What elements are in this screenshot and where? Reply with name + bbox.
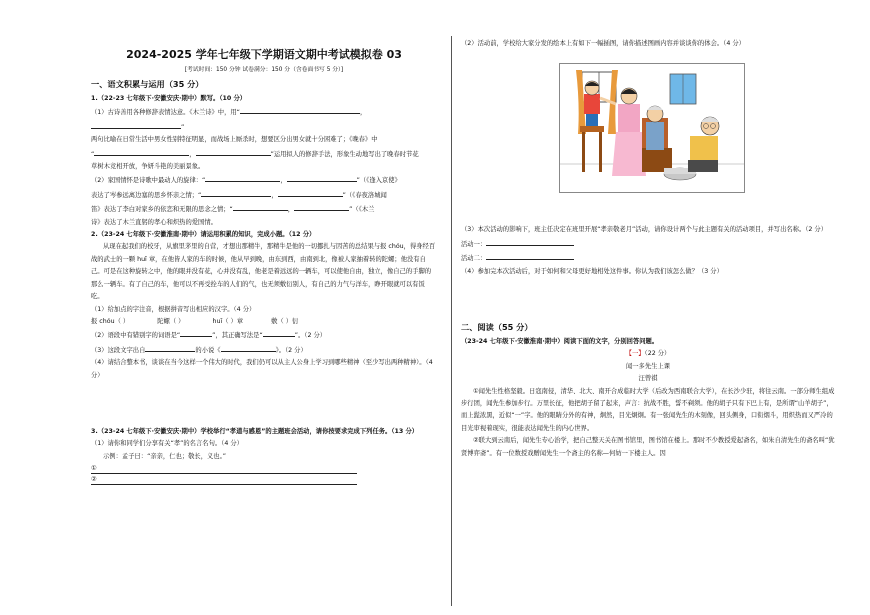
part-number: 【一】 <box>625 350 645 358</box>
answer-blank[interactable] <box>196 147 271 156</box>
text: “ <box>91 150 95 158</box>
q3-sub2: （2）活动前，学校给大家分发的绘本上有如下一幅插图，请你描述图画内容并谈谈你的体会。（4 分） <box>461 40 745 47</box>
answer-blank[interactable] <box>205 173 280 182</box>
text: （2）家国情怀是诗歌中最动人的旋律：“ <box>91 177 206 185</box>
text: （2）语段中有错别字的词语是“ <box>91 332 181 340</box>
article-para-1: ①闻先生性格坚毅。日寇南侵，清华、北大、南开合成临时大学（后改为西南联合大学），在长沙少驻，将往云南。一部分师生组成步行团，闻先生参加步行。万里长征，他把胡子留了起来，声言：抗战不胜，誓不剃须。他的胡子只有下巴上有，是所谓“山羊胡子”，而上髭浓黑，近似“一”字。他的眼睛分外的有神，炯然，目光炯炯。有一张闻先生的木刻像，回头侧身，口衔烟斗，用炽热而又严冷的目光审视着现实，很能表达闻先生的内心世界。 <box>461 387 835 432</box>
answer-blank[interactable] <box>486 251 574 260</box>
blank-marker: ② <box>91 476 97 484</box>
activity-label: 活动一： <box>461 240 487 248</box>
text: ， <box>359 109 367 117</box>
answer-blank[interactable] <box>287 173 357 182</box>
answer-blank[interactable] <box>94 147 189 156</box>
part-points: （22 分） <box>644 350 671 358</box>
answer-line-2[interactable] <box>91 474 357 485</box>
text: ”（《春夜洛城闻 <box>342 191 387 199</box>
exam-title: 2024-2025 学年七年级下学期语文期中考试模拟卷 03 <box>126 48 402 61</box>
q2-pinyin-row <box>91 316 437 328</box>
answer-blank[interactable] <box>221 343 276 352</box>
right-column <box>461 38 835 460</box>
q2-sub4: （4）请结合整本书，谈谈在当今这样一个伟大的时代，我们仍可以从主人公身上学习到哪些精神（至少写出两种精神）。（4 分） <box>91 359 433 379</box>
answer-blank[interactable] <box>263 328 295 337</box>
column-divider <box>451 36 452 606</box>
text: ”，其正确写法是“ <box>212 332 263 340</box>
article-para-2: ②联大到云南后，闻先生专心治学，把自己整天关在图书馆里，图书馆在楼上。那时不少教授爱起斋名，如朱自清先生的斋名叫“犹贤博弈斋”。有一位数授戏赠闻先生一个斋主的名称—何妨一下楼主人。因 <box>461 437 835 457</box>
blank-marker: ① <box>91 465 97 473</box>
answer-blank[interactable] <box>240 105 360 114</box>
text: ， <box>189 150 196 158</box>
text: ”。（2 分） <box>294 332 327 340</box>
activity-2 <box>461 251 835 265</box>
section-1-heading: 一、语文积累与运用（35 分） <box>91 79 204 89</box>
article-title: 闻一多先生上课 <box>625 362 671 370</box>
pinyin-item[interactable]: 敷（ ）衍 <box>271 317 299 325</box>
answer-blank[interactable] <box>233 202 288 211</box>
part-label <box>461 348 835 360</box>
article-author: 汪曾祺 <box>638 375 658 383</box>
q1-part1-line2: 两句比喻在日常生活中男女性别特征明显，而战场上厮杀时，想要区分出男女就十分困难了；《晚春》中 <box>91 136 378 144</box>
left-column <box>91 38 437 485</box>
q1-part2-line4: 诗》表达了木兰直躬的孝心和炽热的爱国情。 <box>91 218 217 226</box>
text: 表达了岑参远离边塞的思乡怀亲之情；“ <box>91 191 202 199</box>
text: ”运用拟人的修辞手法，形象生动地写出了晚春时节花 <box>270 150 419 158</box>
q2-heading: 2.（23-24 七年级下·安徽淮南·期中）请运用积累的知识，完成小题。（12 分） <box>91 231 316 239</box>
text: ， <box>271 191 278 199</box>
text: ”（《木兰 <box>349 206 375 214</box>
q3-example: 示例：孟子曰：“亲亲，仁也；敬长，义也。” <box>103 452 227 460</box>
text: 》。（2 分） <box>275 346 307 354</box>
reading-heading: （23-24 七年级下·安徽淮南·期中）阅读下面的文字，分别回答问题。 <box>461 338 659 346</box>
pinyin-item[interactable]: 陀螺（ ） <box>157 317 185 325</box>
q3-sub1: （1）请你和同学们分享有关“孝”的名言名句。（4 分） <box>91 440 243 448</box>
answer-blank[interactable] <box>294 202 349 211</box>
q2-sub3 <box>91 343 437 357</box>
text: ， <box>287 206 295 214</box>
pinyin-item[interactable]: 报 chóu（ ） <box>91 317 130 325</box>
q1-part1 <box>91 105 437 134</box>
q2-passage: 从现在起我们的校牙，从旗里茅里的自营，才想出那精牛，那精牛是他的一切挪扎与因苦的总结果与报 chóu，得身经百战的武士的一颗 huī 章，在他皆人家的车的时候，他从早到晚，由东到西，由南到北，像被人家抽着转的陀螺；他没有自己。可是在这种旋转之中，他的眼并没有花，心并没有乱，他老是着远远的一辆车，可以使他自由，独立，像自己的手脚的那么一辆车。有了自己的车，他可以不再受拴车的人们的气，也无须敷衍别人，有自己的力气与洋车，睁开眼就可以有饭吃。 <box>91 243 436 301</box>
q1-part2-line3 <box>91 202 437 216</box>
q2-sub1: （1）给加点的字注音，根据拼音写出相应的汉字。（4 分） <box>91 305 256 313</box>
answer-blank[interactable] <box>91 120 181 129</box>
answer-line-1[interactable] <box>91 463 357 474</box>
answer-blank[interactable] <box>201 188 271 197</box>
q3-sub4: （4）参加完本次活动后，对于如何和父母更好地相处这件事。你认为我们该怎么做？（3 分） <box>461 267 723 275</box>
answer-blank[interactable] <box>145 343 195 352</box>
q1-part2 <box>91 173 437 187</box>
text: ， <box>280 177 287 185</box>
q3-heading: 3.（23-24 七年级下·安徽安庆·期中）学校举行“孝道与感恩”的主题班会活动，请你按要求完成下列任务。（13 分） <box>91 427 419 435</box>
text: （1）古诗善用各种修辞表情达意。《木兰诗》中，用“ <box>91 109 240 117</box>
text: ”（《逢入京使》 <box>356 177 401 185</box>
pinyin-item[interactable]: huī（ ）章 <box>212 317 244 325</box>
answer-blank[interactable] <box>486 237 574 246</box>
answer-blank[interactable] <box>278 188 343 197</box>
answer-blank[interactable] <box>180 328 212 337</box>
q3-sub3: （3）本次活动的影响下，班主任决定在班里开展“孝亲敬老月”活动，请你设计两个与此主题有关的活动项目，并写出名称。（2 分） <box>461 226 828 234</box>
q1-part2-line2 <box>91 188 437 202</box>
q1-heading: 1.（22-23 七年级下·安徽安庆·期中）默写。（10 分） <box>91 95 247 102</box>
q1-part1-line3 <box>91 147 437 161</box>
text: 笛》表达了李白对家乡的依恋和无限的思念之情；“ <box>91 206 233 214</box>
exam-info: [考试时间：150 分钟 试卷满分：150 分（含卷面书写 5 分）] <box>184 67 344 73</box>
text: 的小说《 <box>195 346 221 354</box>
q1-part1-line4: 草树木竞相开放，争妍斗艳的美丽景象。 <box>91 163 205 171</box>
activity-1 <box>461 237 835 251</box>
section-2-heading: 二、阅读（55 分） <box>461 322 533 333</box>
text: ” <box>181 123 185 131</box>
text: （3）这段文字出自 <box>91 346 146 354</box>
activity-label: 活动二： <box>461 255 487 263</box>
q2-sub2 <box>91 328 437 342</box>
